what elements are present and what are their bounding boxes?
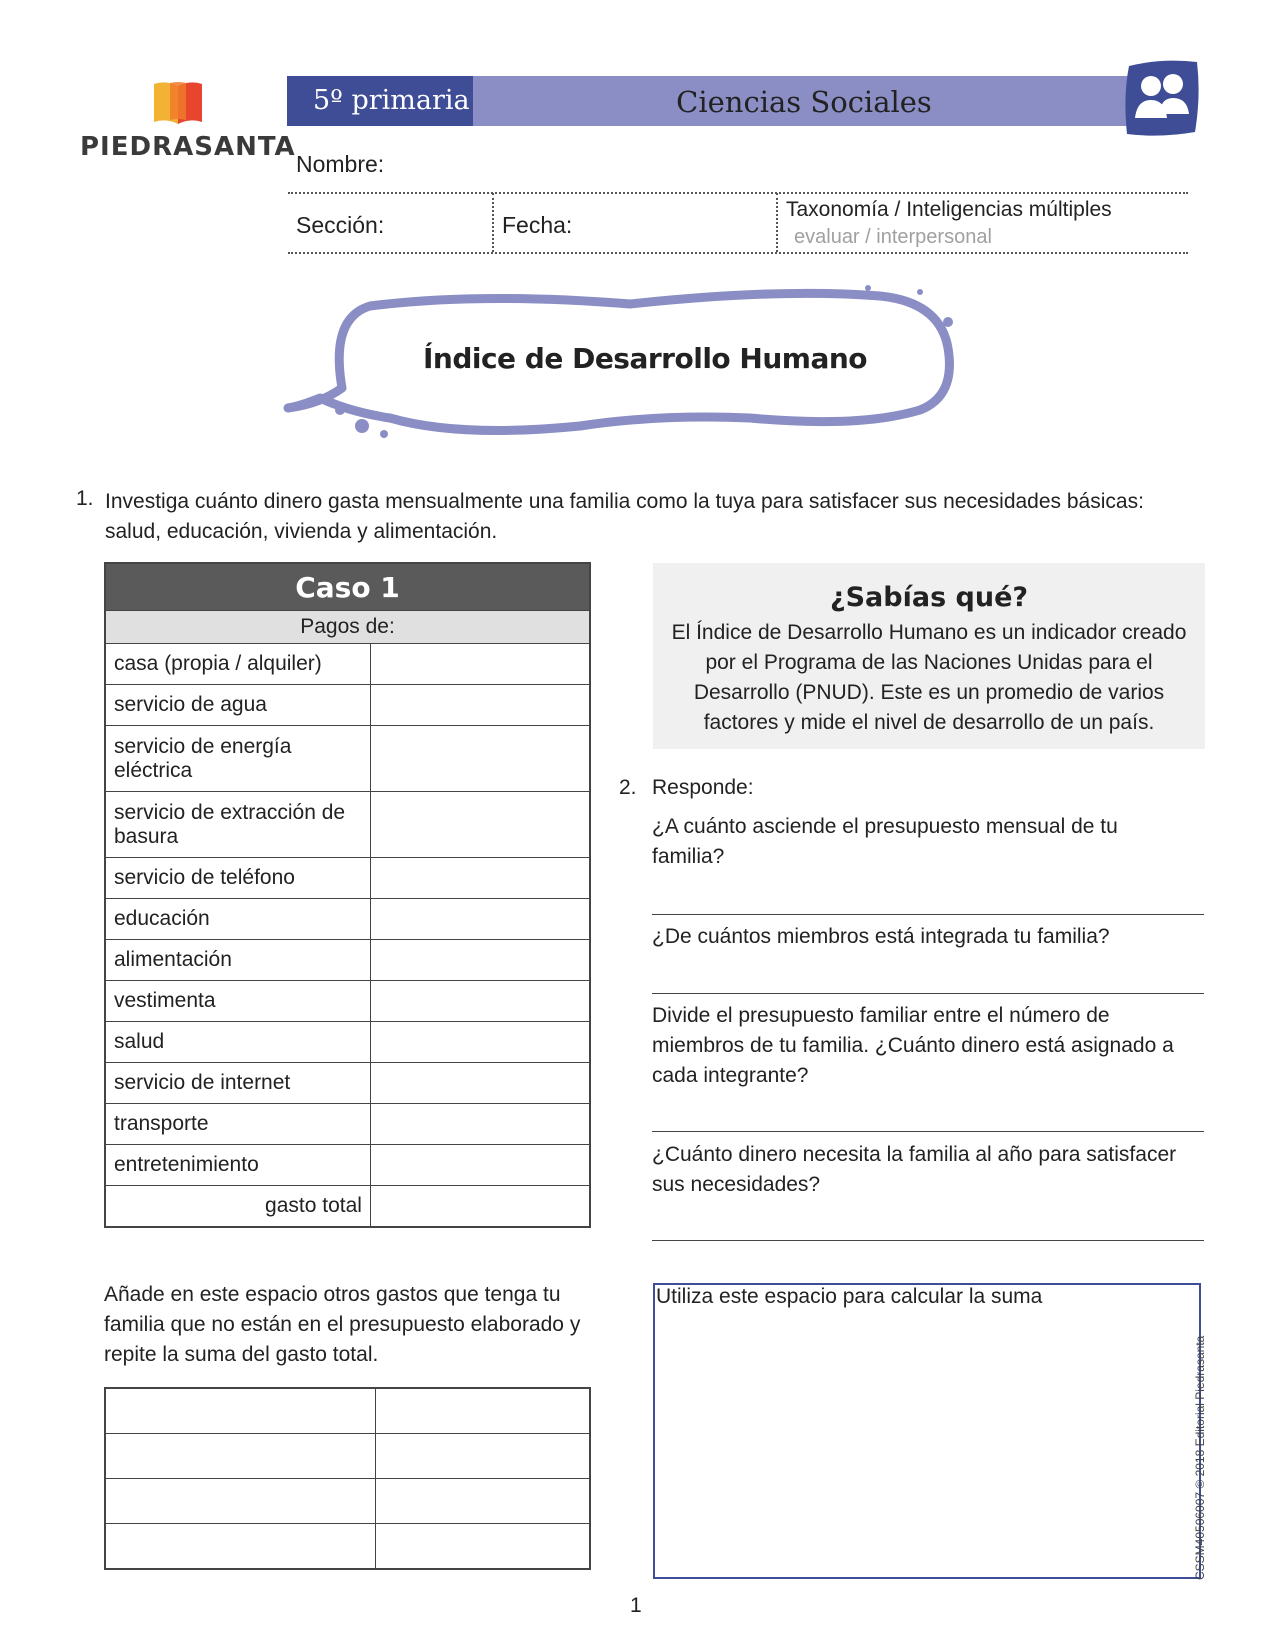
table-row	[105, 981, 590, 1022]
table-subheader: Pagos de:	[105, 611, 590, 644]
divider	[288, 192, 1188, 194]
amount-cell[interactable]	[370, 685, 590, 726]
row-label: educación	[105, 899, 370, 940]
table-title: Caso 1	[105, 563, 590, 611]
amount-cell[interactable]	[370, 644, 590, 685]
amount-cell[interactable]	[376, 1524, 591, 1570]
row-label: salud	[105, 1022, 370, 1063]
users-icon	[1121, 56, 1201, 140]
taxonomy-value: evaluar / interpersonal	[794, 226, 992, 248]
expense-cell[interactable]	[105, 1524, 376, 1570]
row-label: servicio de teléfono	[105, 858, 370, 899]
date-field-label: Fecha:	[502, 212, 573, 238]
answer-line[interactable]	[652, 1240, 1204, 1241]
table-row	[105, 644, 590, 685]
amount-cell[interactable]	[370, 1063, 590, 1104]
table-row	[105, 899, 590, 940]
info-box-text: El Índice de Desarrollo Humano es un indicador creado por el Programa de las Naciones Unidas para el Desarrollo (PNUD). Este es un promedio de varios factores y mide el nivel de desarrollo de un país.	[671, 621, 1187, 734]
amount-cell[interactable]	[370, 1022, 590, 1063]
row-label: alimentación	[105, 940, 370, 981]
question-number: 2.	[619, 776, 637, 799]
amount-cell[interactable]	[376, 1434, 591, 1479]
divider	[492, 193, 494, 252]
amount-cell[interactable]	[370, 1145, 590, 1186]
expense-cell[interactable]	[105, 1434, 376, 1479]
row-label: entretenimiento	[105, 1145, 370, 1186]
total-amount-cell[interactable]	[370, 1186, 590, 1227]
extra-expenses-table	[104, 1387, 591, 1570]
table-row	[105, 792, 590, 858]
table-row	[105, 1063, 590, 1104]
table-row	[105, 1524, 590, 1570]
calculation-area[interactable]	[653, 1283, 1201, 1579]
row-label: servicio de agua	[105, 685, 370, 726]
total-row	[105, 1186, 590, 1227]
grade-label: 5º primaria	[287, 76, 473, 126]
table-row	[105, 726, 590, 792]
table-row	[105, 1022, 590, 1063]
section-field-label: Sección:	[296, 212, 385, 238]
table-row	[105, 1388, 590, 1434]
question-text: Investiga cuánto dinero gasta mensualmente una familia como la tuya para satisfacer sus necesidades básicas: salud, educación, vivienda y alimentación.	[105, 490, 1144, 543]
answer-line[interactable]	[652, 1131, 1204, 1132]
row-label: servicio de extracción de basura	[105, 792, 370, 858]
instruction-text: Añade en este espacio otros gastos que tenga tu familia que no están en el presupuesto elaborado y repite la suma del gasto total.	[104, 1283, 581, 1366]
question-label: Responde:	[652, 776, 754, 799]
row-label: servicio de energía eléctrica	[105, 726, 370, 792]
answer-line[interactable]	[652, 993, 1204, 994]
table-row	[105, 1434, 590, 1479]
copyright-credit: CSSM40506007 © 2018 Editorial Piedrasanta	[1193, 1335, 1207, 1580]
question-text: ¿Cuánto dinero necesita la familia al año para satisfacer sus necesidades?	[652, 1143, 1177, 1196]
page-title: Índice de Desarrollo Humano	[422, 342, 868, 375]
amount-cell[interactable]	[370, 792, 590, 858]
amount-cell[interactable]	[376, 1388, 591, 1434]
calculation-label: Utiliza este espacio para calcular la suma	[656, 1285, 1043, 1308]
divider	[288, 252, 1188, 254]
question-text: ¿De cuántos miembros está integrada tu familia?	[652, 925, 1110, 948]
taxonomy-label: Taxonomía / Inteligencias múltiples	[786, 198, 1112, 221]
row-label: casa (propia / alquiler)	[105, 644, 370, 685]
divider	[776, 193, 778, 252]
book-logo-icon	[152, 80, 204, 128]
amount-cell[interactable]	[370, 858, 590, 899]
subject-title: Ciencias Sociales	[473, 76, 1135, 126]
amount-cell[interactable]	[370, 940, 590, 981]
amount-cell[interactable]	[370, 726, 590, 792]
question-text: ¿A cuánto asciende el presupuesto mensual de tu familia?	[652, 815, 1118, 868]
brand-logo: PIEDRASANTA	[80, 132, 296, 162]
question-text: Divide el presupuesto familiar entre el número de miembros de tu familia. ¿Cuánto dinero está asignado a cada integrante?	[652, 1004, 1174, 1087]
table-row	[105, 1104, 590, 1145]
row-label: vestimenta	[105, 981, 370, 1022]
row-label: servicio de internet	[105, 1063, 370, 1104]
table-row	[105, 858, 590, 899]
expense-cell[interactable]	[105, 1388, 376, 1434]
table-row	[105, 1479, 590, 1524]
name-field-label: Nombre:	[296, 151, 385, 177]
expense-cell[interactable]	[105, 1479, 376, 1524]
amount-cell[interactable]	[370, 981, 590, 1022]
row-label: transporte	[105, 1104, 370, 1145]
page-number: 1	[630, 1594, 642, 1617]
info-box-title: ¿Sabías qué?	[829, 582, 1029, 613]
table-row	[105, 1145, 590, 1186]
amount-cell[interactable]	[370, 1104, 590, 1145]
total-label: gasto total	[105, 1186, 370, 1227]
table-row	[105, 685, 590, 726]
table-row	[105, 940, 590, 981]
amount-cell[interactable]	[376, 1479, 591, 1524]
question-number: 1.	[76, 487, 94, 510]
amount-cell[interactable]	[370, 899, 590, 940]
answer-line[interactable]	[652, 914, 1204, 915]
expenses-table	[104, 562, 591, 1228]
